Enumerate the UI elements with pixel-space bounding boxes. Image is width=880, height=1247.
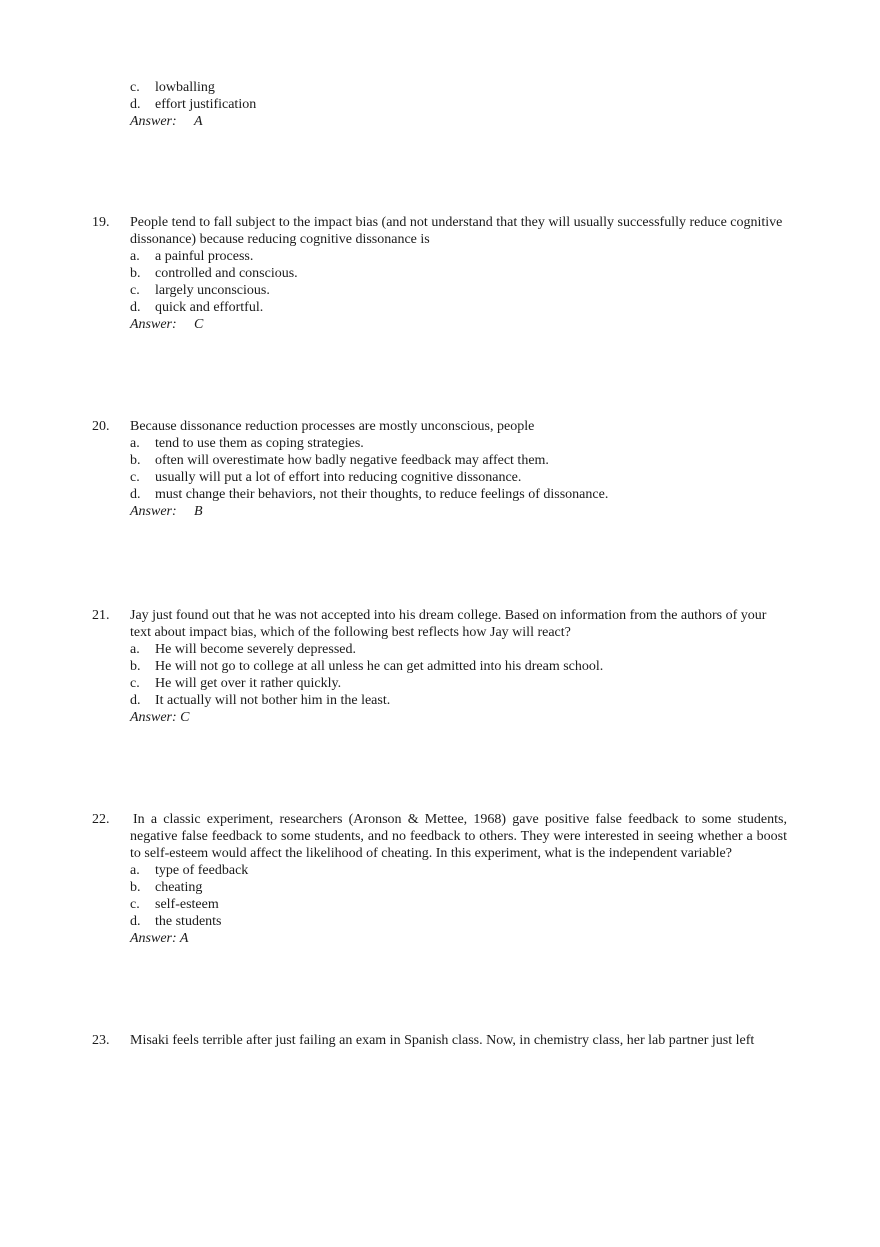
question-number: 23. bbox=[92, 1033, 110, 1048]
option-b bbox=[0, 452, 880, 469]
answer-line bbox=[0, 113, 880, 130]
option-letter: a. bbox=[130, 642, 140, 657]
option-a bbox=[0, 641, 880, 658]
option-letter: c. bbox=[130, 470, 140, 485]
option-d bbox=[0, 486, 880, 503]
option-b bbox=[0, 879, 880, 896]
option-a bbox=[0, 435, 880, 452]
question-number: 19. bbox=[92, 215, 110, 230]
option-b bbox=[0, 658, 880, 675]
answer-line bbox=[0, 930, 880, 947]
question-22 bbox=[0, 811, 880, 947]
answer-value: C bbox=[194, 317, 204, 332]
option-text: He will not go to college at all unless he can get admitted into his dream school. bbox=[155, 659, 604, 674]
option-d bbox=[0, 299, 880, 316]
option-letter: a. bbox=[130, 249, 140, 264]
option-letter: b. bbox=[130, 266, 141, 281]
answer-label: Answer: bbox=[130, 317, 177, 332]
option-letter: d. bbox=[130, 97, 141, 112]
question-number: 21. bbox=[92, 608, 110, 623]
answer-label bbox=[130, 709, 190, 726]
option-text: cheating bbox=[155, 880, 203, 895]
option-letter: d. bbox=[130, 914, 141, 929]
option-d bbox=[0, 96, 880, 113]
answer-label bbox=[130, 930, 188, 947]
answer-line bbox=[0, 709, 880, 726]
option-b bbox=[0, 265, 880, 282]
option-text: often will overestimate how badly negative feedback may affect them. bbox=[155, 453, 549, 468]
option-text: a painful process. bbox=[155, 249, 254, 264]
question-text: People tend to fall subject to the impact bias (and not understand that they will usually successfully reduce cognitive dissonance) because reducing cognitive dissonance is bbox=[130, 215, 783, 247]
option-c bbox=[0, 896, 880, 913]
question-20 bbox=[0, 418, 880, 520]
option-letter: d. bbox=[130, 300, 141, 315]
option-a bbox=[0, 862, 880, 879]
option-letter: b. bbox=[130, 453, 141, 468]
question-23 bbox=[0, 1032, 880, 1049]
question-19 bbox=[0, 214, 880, 333]
answer-value: B bbox=[194, 504, 203, 519]
option-text: controlled and conscious. bbox=[155, 266, 298, 281]
option-text: tend to use them as coping strategies. bbox=[155, 436, 364, 451]
option-c bbox=[0, 79, 880, 96]
option-text: lowballing bbox=[155, 80, 215, 95]
question-stem bbox=[0, 607, 880, 641]
answer-value: C bbox=[180, 710, 190, 725]
question-text: Misaki feels terrible after just failing an exam in Spanish class. Now, in chemistry class, her lab partner just left bbox=[130, 1033, 755, 1048]
option-d bbox=[0, 692, 880, 709]
answer-label: Answer: bbox=[130, 114, 177, 129]
option-letter: a. bbox=[130, 436, 140, 451]
option-a bbox=[0, 248, 880, 265]
option-letter: d. bbox=[130, 487, 141, 502]
question-stem bbox=[0, 418, 880, 435]
answer-label: Answer: bbox=[130, 504, 177, 519]
question-stem bbox=[0, 1032, 880, 1049]
option-letter: b. bbox=[130, 659, 141, 674]
question-text: Because dissonance reduction processes are mostly unconscious, people bbox=[130, 419, 535, 434]
question-21 bbox=[0, 607, 880, 726]
option-text: He will become severely depressed. bbox=[155, 642, 356, 657]
answer-line bbox=[0, 503, 880, 520]
option-letter: c. bbox=[130, 897, 140, 912]
option-letter: d. bbox=[130, 693, 141, 708]
question-18-tail bbox=[0, 79, 880, 130]
answer-label-text: Answer: bbox=[130, 710, 177, 725]
answer-value: A bbox=[194, 114, 203, 129]
answer-line bbox=[0, 316, 880, 333]
question-stem bbox=[0, 214, 880, 248]
option-letter: c. bbox=[130, 676, 140, 691]
option-letter: c. bbox=[130, 80, 140, 95]
question-number: 22. bbox=[92, 812, 110, 827]
option-c bbox=[0, 469, 880, 486]
option-text: self-esteem bbox=[155, 897, 219, 912]
option-d bbox=[0, 913, 880, 930]
option-text: effort justification bbox=[155, 97, 257, 112]
question-stem bbox=[0, 811, 880, 862]
option-text: He will get over it rather quickly. bbox=[155, 676, 342, 691]
option-text: usually will put a lot of effort into reducing cognitive dissonance. bbox=[155, 470, 522, 485]
option-letter: a. bbox=[130, 863, 140, 878]
option-text: It actually will not bother him in the least. bbox=[155, 693, 391, 708]
answer-label-text: Answer: bbox=[130, 931, 177, 946]
option-c bbox=[0, 282, 880, 299]
option-letter: c. bbox=[130, 283, 140, 298]
option-text: largely unconscious. bbox=[155, 283, 270, 298]
option-text: the students bbox=[155, 914, 222, 929]
option-letter: b. bbox=[130, 880, 141, 895]
option-text: type of feedback bbox=[155, 863, 249, 878]
question-text: In a classic experiment, researchers (Aronson & Mettee, 1968) gave positive false feedback to some students, negative false feedback to some students, and no feedback to others. They were interested in seeing whether a boost to self-esteem would affect the likelihood of cheating. In this experiment, what is the independent variable? bbox=[130, 812, 787, 861]
option-c bbox=[0, 675, 880, 692]
answer-value: A bbox=[179, 931, 189, 946]
option-text: quick and effortful. bbox=[155, 300, 264, 315]
question-number: 20. bbox=[92, 419, 110, 434]
option-text: must change their behaviors, not their thoughts, to reduce feelings of dissonance. bbox=[155, 487, 609, 502]
question-text: Jay just found out that he was not accepted into his dream college. Based on information from the authors of your text about impact bias, which of the following best reflects how Jay will react? bbox=[130, 608, 767, 640]
